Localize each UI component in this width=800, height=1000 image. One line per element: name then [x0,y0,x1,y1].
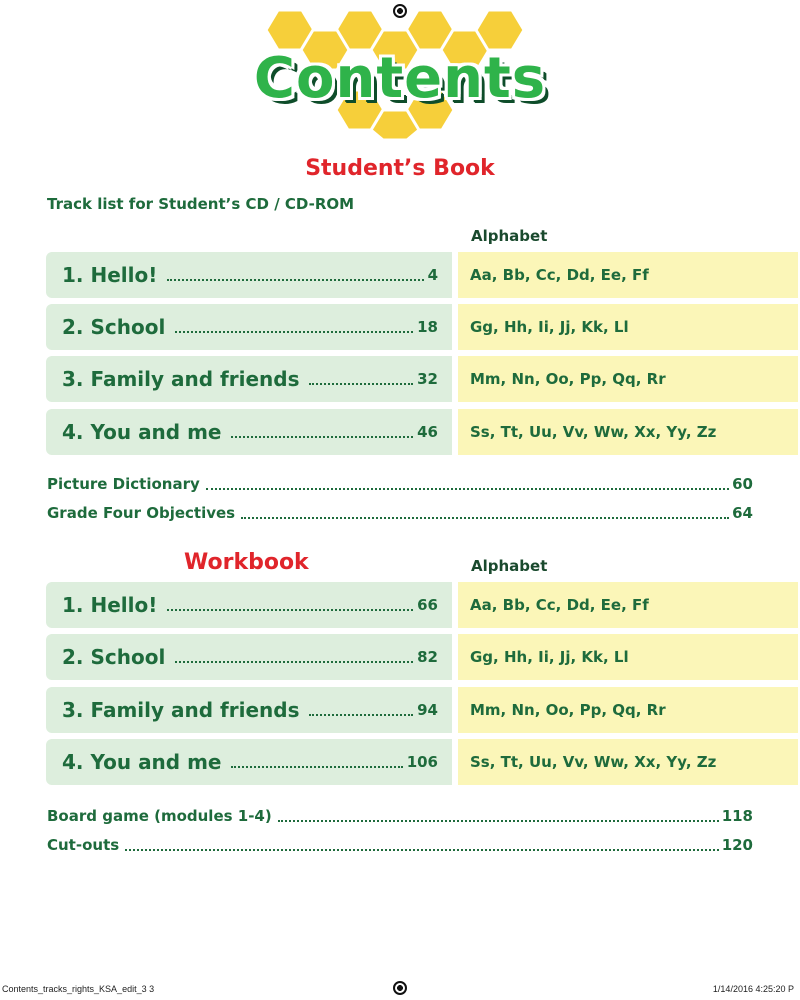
page-number: 66 [417,596,438,614]
unit-entry[interactable] [46,634,452,680]
page-number: 120 [721,836,753,854]
unit-name: 4. You and me [62,750,222,774]
dot-leader [167,269,423,281]
unit-name: 3. Family and friends [62,367,300,391]
entry-label: Board game (modules 1-4) [47,807,272,825]
alphabet-letters: Mm, Nn, Oo, Pp, Qq, Rr [458,687,798,733]
dot-leader [309,373,413,385]
page-number: 106 [406,753,438,771]
entry-label: Cut-outs [47,836,120,854]
page-number: 94 [417,701,438,719]
unit-entry[interactable] [46,739,452,785]
dot-leader [231,756,402,768]
alphabet-letters: Gg, Hh, Ii, Jj, Kk, Ll [458,634,798,680]
alphabet-heading: Alphabet [471,227,548,245]
unit-name: 4. You and me [62,420,222,444]
footer-filename: Contents_tracks_rights_KSA_edit_3 3 [2,984,155,994]
unit-entry[interactable] [46,304,452,350]
unit-entry[interactable] [46,409,452,455]
unit-entry[interactable] [46,252,452,298]
unit-entry[interactable] [46,582,452,628]
alphabet-heading: Alphabet [471,557,548,575]
page-number: 46 [417,423,438,441]
track-list-label: Track list for Student’s CD / CD-ROM [47,195,355,213]
toc-entry-picture-dictionary[interactable] [47,475,753,493]
toc-entry-grade-four-objectives[interactable] [47,504,753,522]
registration-mark-icon [393,981,407,995]
toc-entry-board-game[interactable] [47,807,753,825]
unit-name: 1. Hello! [62,263,158,287]
dot-leader [125,840,719,851]
dot-leader [231,426,413,438]
unit-name: 3. Family and friends [62,698,300,722]
page-number: 64 [732,504,753,522]
alphabet-letters: Mm, Nn, Oo, Pp, Qq, Rr [458,356,798,402]
footer-timestamp: 1/14/2016 4:25:20 P [712,984,794,994]
page-title: Contents [253,46,547,111]
dot-leader [278,811,719,822]
dot-leader [309,704,413,716]
toc-entry-cut-outs[interactable] [47,836,753,854]
dot-leader [206,479,729,490]
page-number: 32 [417,370,438,388]
alphabet-letters: Ss, Tt, Uu, Vv, Ww, Xx, Yy, Zz [458,409,798,455]
unit-name: 2. School [62,315,166,339]
students-book-heading: Student’s Book [305,156,495,181]
unit-entry[interactable] [46,356,452,402]
alphabet-letters: Gg, Hh, Ii, Jj, Kk, Ll [458,304,798,350]
alphabet-letters: Aa, Bb, Cc, Dd, Ee, Ff [458,252,798,298]
page-number: 18 [417,318,438,336]
dot-leader [175,651,413,663]
dot-leader [175,321,413,333]
dot-leader [241,508,729,519]
entry-label: Picture Dictionary [47,475,200,493]
alphabet-letters: Aa, Bb, Cc, Dd, Ee, Ff [458,582,798,628]
page-number: 60 [732,475,753,493]
entry-label: Grade Four Objectives [47,504,236,522]
dot-leader [167,599,413,611]
page-number: 82 [417,648,438,666]
unit-name: 1. Hello! [62,593,158,617]
unit-name: 2. School [62,645,166,669]
page-number: 118 [721,807,753,825]
workbook-heading: Workbook [184,550,309,575]
alphabet-letters: Ss, Tt, Uu, Vv, Ww, Xx, Yy, Zz [458,739,798,785]
page-number: 4 [427,266,438,284]
unit-entry[interactable] [46,687,452,733]
